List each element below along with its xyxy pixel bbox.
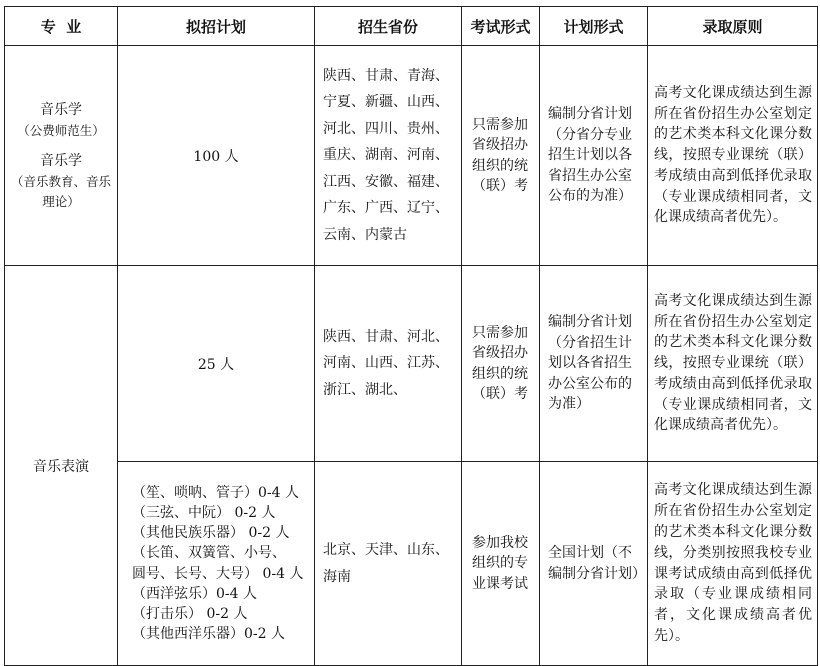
admission-rule-cell: 高考文化课成绩达到生源所在省份招生办公室划定的艺术类本科文化课分数线，按照专业课统（联）考成绩由高到低择优录取（专业课成绩相同者，文化课成绩高者优先）。 — [648, 46, 818, 266]
quota-item: （其他西洋乐器）0-2 人 — [132, 626, 285, 643]
admission-rule-cell: 高考文化课成绩达到生源所在省份招生办公室划定的艺术类本科文化课分数线，按照专业课统（联）考成绩由高到低择优录取（专业课成绩相同者，文化课成绩高者优先）。 — [648, 266, 818, 462]
plan-form-cell: 编制分省计划（分省招生计划以各省招生办公室公布的为准） — [540, 266, 648, 462]
exam-form-cell: 参加我校组织的专业课考试 — [462, 462, 540, 666]
exam-form-cell: 只需参加省级招办组织的统（联）考 — [462, 46, 540, 266]
provinces-cell: 陕西、甘肃、河北、河南、山西、江苏、浙江、湖北、 — [315, 266, 462, 462]
quota-item: （其他民族乐器） 0-2 人 — [132, 525, 290, 542]
quota-cell: 100 人 — [118, 46, 315, 266]
major-name: 音乐学 — [40, 101, 82, 118]
exam-form-cell: 只需参加省级招办组织的统（联）考 — [462, 266, 540, 462]
major-cell: 音乐表演 — [5, 266, 118, 666]
provinces-cell: 北京、天津、山东、海南 — [315, 462, 462, 666]
provinces-cell: 陕西、甘肃、青海、宁夏、新疆、山西、河北、四川、贵州、重庆、湖南、河南、江西、安徽、福建、广东、广西、辽宁、云南、内蒙古 — [315, 46, 462, 266]
admission-rule-cell: 高考文化课成绩达到生源所在省份招生办公室划定的艺术类本科文化课分数线，分类别按照我校专业课考试成绩由高到低择优录取（专业课成绩相同者，文化课成绩高者优先）。 — [648, 462, 818, 666]
quota-item: （三弦、中阮） 0-2 人 — [132, 504, 276, 521]
table-row — [5, 462, 818, 666]
header-row — [5, 7, 818, 46]
header-plan-form: 计划形式 — [540, 7, 648, 46]
header-plan: 拟招计划 — [118, 7, 315, 46]
major-note: （音乐教育、音乐理论） — [10, 173, 111, 209]
table-row — [5, 266, 818, 462]
quota-list-cell — [118, 462, 315, 666]
major-note: （公费师范生） — [17, 122, 105, 138]
quota-item: （打击乐） 0-2 人 — [132, 605, 248, 622]
header-provinces: 招生省份 — [315, 7, 462, 46]
quota-cell: 25 人 — [118, 266, 315, 462]
header-admission: 录取原则 — [648, 7, 818, 46]
quota-item: （笙、唢呐、管子）0-4 人 — [132, 484, 299, 501]
admission-plan-table — [4, 6, 818, 666]
major-name: 音乐学 — [40, 152, 82, 169]
header-exam-form: 考试形式 — [462, 7, 540, 46]
quota-item: （长笛、双簧管、小号、 — [132, 545, 286, 562]
table-row — [5, 46, 818, 266]
major-cell — [5, 46, 118, 266]
header-major: 专 业 — [5, 7, 118, 46]
plan-form-cell: 全国计划（不编制分省计划） — [540, 462, 648, 666]
quota-item: 圆号、长号、大号） 0-4 人 — [132, 565, 304, 582]
plan-form-cell: 编制分省计划（分省分专业招生计划以各省招生办公室公布的为准） — [540, 46, 648, 266]
quota-item: （西洋弦乐）0-4 人 — [132, 585, 257, 602]
